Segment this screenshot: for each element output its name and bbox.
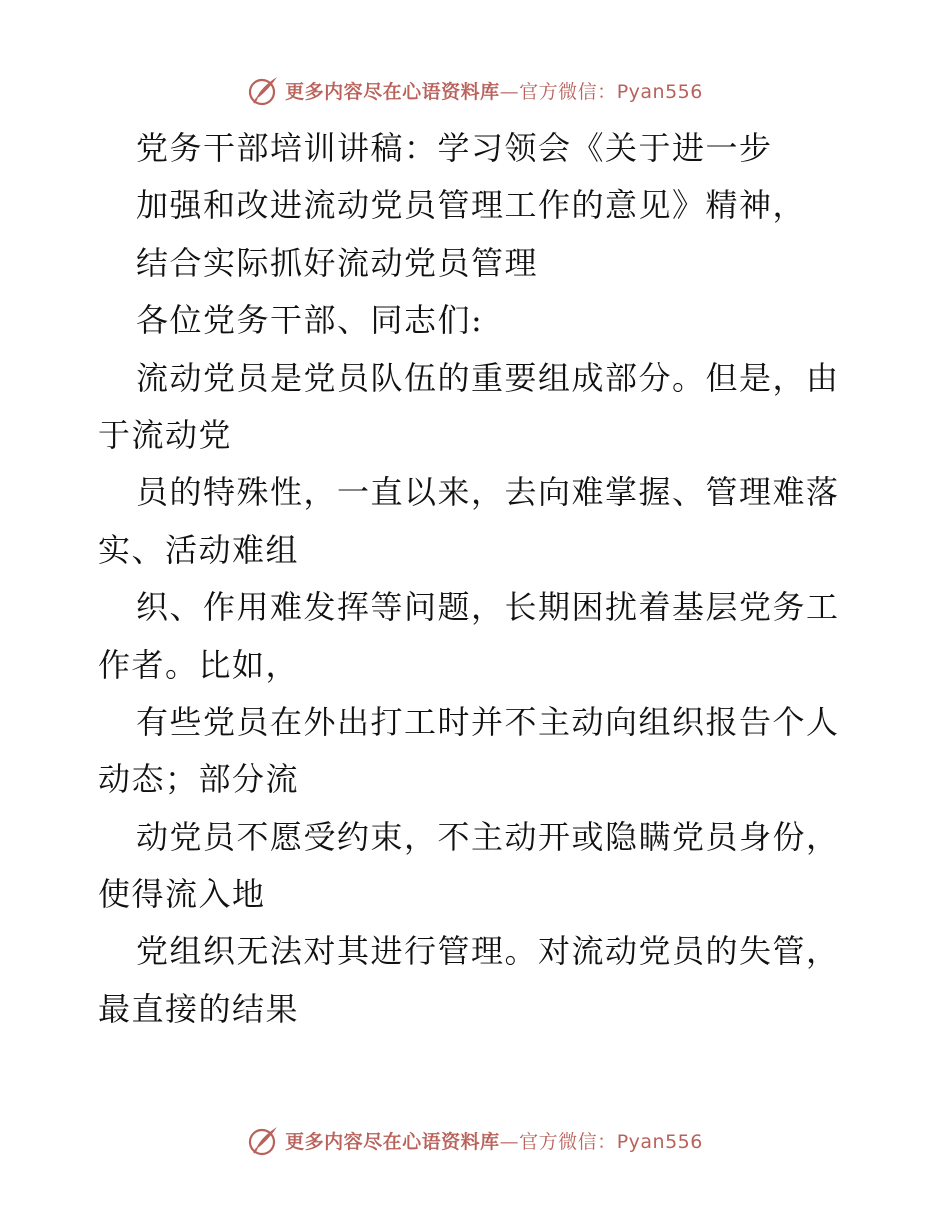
- paragraph-line: 作者。比如，: [98, 645, 300, 684]
- footer-watermark-banner: [0, 1120, 950, 1160]
- quill-pen-logo-icon: [247, 73, 281, 107]
- title-line-2: 加强和改进流动党员管理工作的意见》精神，: [136, 186, 807, 225]
- footer-watermark-wechat-label: 官方微信：: [519, 1130, 617, 1153]
- header-watermark-text: [285, 77, 703, 104]
- paragraph-line: 动态；部分流: [98, 760, 300, 799]
- header-watermark-separator: —: [499, 80, 520, 103]
- paragraph-line: 于流动党: [98, 415, 233, 454]
- title-line-3: 结合实际抓好流动党员管理: [136, 243, 539, 282]
- footer-watermark-separator: —: [499, 1130, 520, 1153]
- title-line-1: 党务干部培训讲稿：学习领会《关于进一步: [136, 129, 773, 167]
- paragraph-line: 党组织无法对其进行管理。对流动党员的失管，: [136, 932, 840, 971]
- paragraph-line: 织、作用难发挥等问题，长期困扰着基层党务工: [136, 588, 840, 627]
- paragraph-line: 员的特殊性，一直以来，去向难掌握、管理难落: [136, 473, 840, 512]
- header-watermark-wechat-id: Pyan556: [616, 80, 703, 103]
- quill-pen-logo-icon: [247, 1123, 281, 1157]
- footer-watermark-text: [285, 1127, 703, 1154]
- footer-watermark-wechat-id: Pyan556: [616, 1130, 703, 1153]
- document-body: [98, 120, 858, 1038]
- paragraph-line: 最直接的结果: [98, 989, 300, 1028]
- paragraph-line: 使得流入地: [98, 875, 266, 914]
- header-watermark-site: 更多内容尽在心语资料库: [285, 80, 500, 103]
- footer-watermark-site: 更多内容尽在心语资料库: [285, 1130, 500, 1153]
- paragraph-line: 有些党员在外出打工时并不主动向组织报告个人: [136, 702, 840, 741]
- paragraph-line: 动党员不愿受约束，不主动开或隐瞒党员身份，: [136, 817, 840, 856]
- header-watermark-wechat-label: 官方微信：: [519, 80, 617, 103]
- paragraph-line: 流动党员是党员队伍的重要组成部分。但是，由: [136, 358, 840, 397]
- salutation-line: 各位党务干部、同志们:: [136, 301, 484, 340]
- header-watermark-banner: [0, 70, 950, 110]
- paragraph-line: 实、活动难组: [98, 530, 300, 569]
